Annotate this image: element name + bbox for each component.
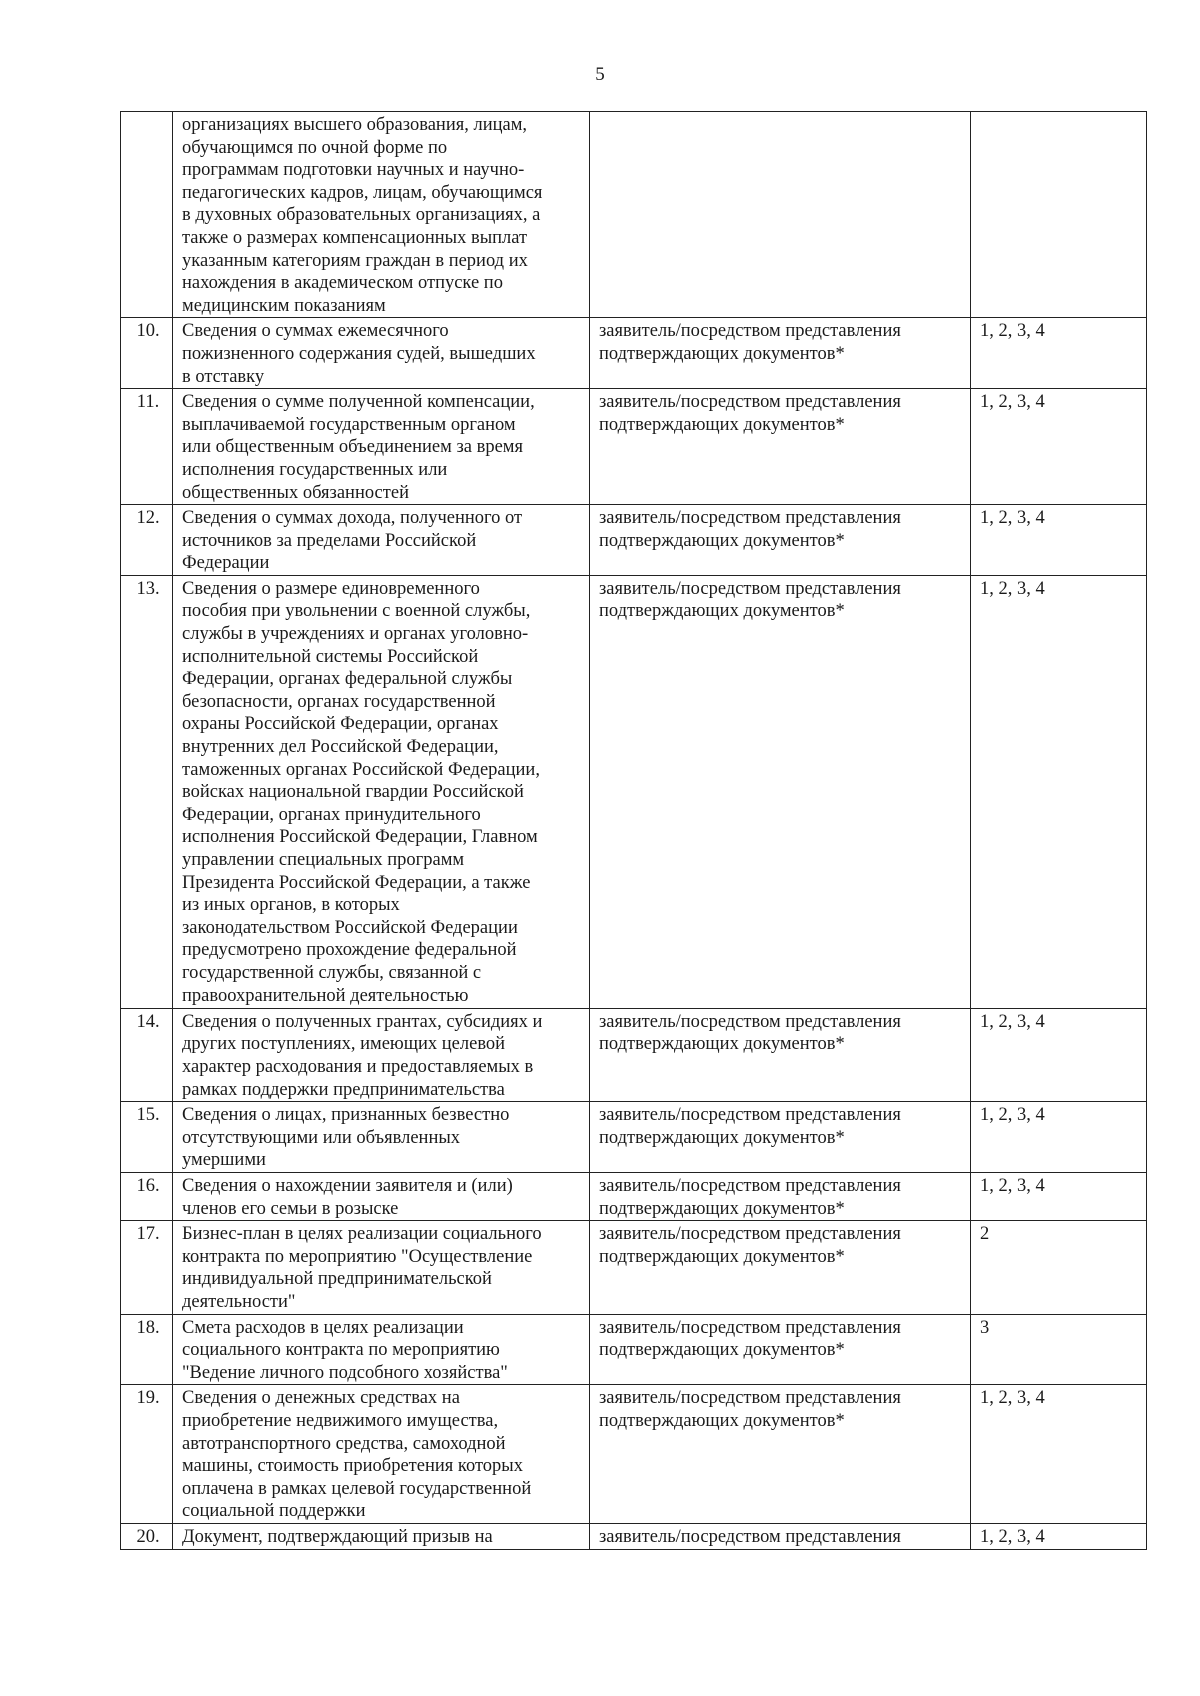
row-description: Бизнес-план в целях реализации социального контракта по мероприятию "Осуществление индивидуальной предпринимательской деятельности" bbox=[173, 1221, 590, 1314]
table-row bbox=[121, 389, 1147, 505]
row-description: Сведения о суммах дохода, полученного от источников за пределами Российской Федерации bbox=[173, 505, 590, 576]
row-source: заявитель/посредством представления подтверждающих документов* bbox=[590, 1102, 971, 1173]
row-source: заявитель/посредством представления подтверждающих документов* bbox=[590, 1008, 971, 1101]
table-row bbox=[121, 575, 1147, 1008]
row-source: заявитель/посредством представления подтверждающих документов* bbox=[590, 1385, 971, 1524]
documents-table bbox=[120, 111, 1147, 1550]
row-description: Сведения о нахождении заявителя и (или) членов его семьи в розыске bbox=[173, 1173, 590, 1221]
row-description: Сведения о лицах, признанных безвестно отсутствующими или объявленных умершими bbox=[173, 1102, 590, 1173]
row-number: 18. bbox=[121, 1314, 173, 1385]
row-number: 14. bbox=[121, 1008, 173, 1101]
row-source: заявитель/посредством представления подтверждающих документов* bbox=[590, 505, 971, 576]
row-categories: 1, 2, 3, 4 bbox=[971, 1173, 1147, 1221]
row-categories: 3 bbox=[971, 1314, 1147, 1385]
table-row bbox=[121, 1102, 1147, 1173]
row-number: 17. bbox=[121, 1221, 173, 1314]
row-number: 15. bbox=[121, 1102, 173, 1173]
row-number: 13. bbox=[121, 575, 173, 1008]
row-source bbox=[590, 112, 971, 318]
page-number: 5 bbox=[595, 64, 605, 85]
row-number bbox=[121, 112, 173, 318]
row-description: Сведения о сумме полученной компенсации, выплачиваемой государственным органом или общественным объединением за время исполнения государственных или общественных обязанностей bbox=[173, 389, 590, 505]
row-description: Сведения о размере единовременного пособия при увольнении с военной службы, службы в учреждениях и органах уголовно- исполнительной системы Российской Федерации, органах федеральной службы безопасности, органах государственной охраны Российской Федерации, органах внутренних дел Российской Федерации, таможенных органах Российской Федерации, войсках национальной гвардии Российской Федерации, органах принудительного исполнения Российской Федерации, Главном управлении специальных программ Президента Российской Федерации, а также из иных органов, в которых законодательством Российской Федерации предусмотрено прохождение федеральной государственной службы, связанной с правоохранительной деятельностью bbox=[173, 575, 590, 1008]
row-categories: 1, 2, 3, 4 bbox=[971, 1523, 1147, 1549]
table-row bbox=[121, 318, 1147, 389]
row-description: Сведения о суммах ежемесячного пожизненного содержания судей, вышедших в отставку bbox=[173, 318, 590, 389]
table-row bbox=[121, 1221, 1147, 1314]
row-source: заявитель/посредством представления подтверждающих документов* bbox=[590, 1314, 971, 1385]
table-row bbox=[121, 1523, 1147, 1549]
row-description: Документ, подтверждающий призыв на bbox=[173, 1523, 590, 1549]
row-categories: 1, 2, 3, 4 bbox=[971, 575, 1147, 1008]
row-categories bbox=[971, 112, 1147, 318]
row-number: 16. bbox=[121, 1173, 173, 1221]
table-row bbox=[121, 1008, 1147, 1101]
row-categories: 1, 2, 3, 4 bbox=[971, 1385, 1147, 1524]
table-row bbox=[121, 1173, 1147, 1221]
row-number: 12. bbox=[121, 505, 173, 576]
row-source: заявитель/посредством представления подтверждающих документов* bbox=[590, 1173, 971, 1221]
table-row bbox=[121, 1314, 1147, 1385]
row-number: 10. bbox=[121, 318, 173, 389]
row-categories: 1, 2, 3, 4 bbox=[971, 318, 1147, 389]
row-source: заявитель/посредством представления подтверждающих документов* bbox=[590, 389, 971, 505]
table-row bbox=[121, 112, 1147, 318]
row-categories: 1, 2, 3, 4 bbox=[971, 505, 1147, 576]
row-source: заявитель/посредством представления bbox=[590, 1523, 971, 1549]
row-number: 19. bbox=[121, 1385, 173, 1524]
table-row bbox=[121, 1385, 1147, 1524]
row-categories: 1, 2, 3, 4 bbox=[971, 1008, 1147, 1101]
table-row bbox=[121, 505, 1147, 576]
row-categories: 1, 2, 3, 4 bbox=[971, 1102, 1147, 1173]
row-description: Сведения о полученных грантах, субсидиях и других поступлениях, имеющих целевой характер расходования и предоставляемых в рамках поддержки предпринимательства bbox=[173, 1008, 590, 1101]
row-number: 20. bbox=[121, 1523, 173, 1549]
row-description: Сведения о денежных средствах на приобретение недвижимого имущества, автотранспортного средства, самоходной машины, стоимость приобретения которых оплачена в рамках целевой государственной социальной поддержки bbox=[173, 1385, 590, 1524]
row-categories: 2 bbox=[971, 1221, 1147, 1314]
row-description: Смета расходов в целях реализации социального контракта по мероприятию "Ведение личного подсобного хозяйства" bbox=[173, 1314, 590, 1385]
row-categories: 1, 2, 3, 4 bbox=[971, 389, 1147, 505]
row-source: заявитель/посредством представления подтверждающих документов* bbox=[590, 1221, 971, 1314]
row-description: организациях высшего образования, лицам, обучающимся по очной форме по программам подготовки научных и научно- педагогических кадров, лицам, обучающимся в духовных образовательных организациях, а также о размерах компенсационных выплат указанным категориям граждан в период их нахождения в академическом отпуске по медицинским показаниям bbox=[173, 112, 590, 318]
row-number: 11. bbox=[121, 389, 173, 505]
row-source: заявитель/посредством представления подтверждающих документов* bbox=[590, 575, 971, 1008]
row-source: заявитель/посредством представления подтверждающих документов* bbox=[590, 318, 971, 389]
